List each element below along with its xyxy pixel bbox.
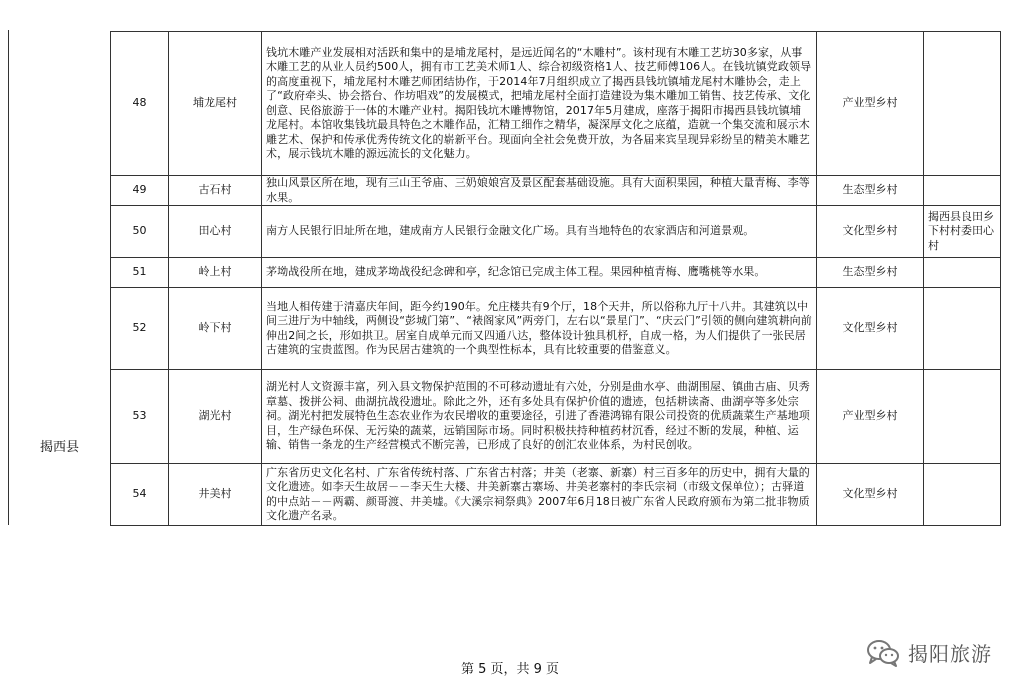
village-type: 文化型乡村	[817, 206, 924, 258]
row-number: 54	[111, 464, 169, 526]
row-number: 53	[111, 370, 169, 464]
village-type: 生态型乡村	[817, 258, 924, 288]
watermark	[866, 638, 992, 667]
row-number: 50	[111, 206, 169, 258]
village-owner: 揭西县良田乡下村村委田心村	[924, 206, 1001, 258]
row-number: 48	[111, 32, 169, 176]
wechat-logo-icon	[866, 639, 900, 667]
row-number: 51	[111, 258, 169, 288]
village-name: 井美村	[169, 464, 262, 526]
table-row	[111, 288, 1001, 370]
village-type: 产业型乡村	[817, 32, 924, 176]
village-owner	[924, 32, 1001, 176]
village-name: 岭下村	[169, 288, 262, 370]
village-type: 生态型乡村	[817, 176, 924, 206]
village-owner	[924, 464, 1001, 526]
village-owner	[924, 370, 1001, 464]
table-row	[111, 464, 1001, 526]
page-footer: 第 5 页，共 9 页	[460, 662, 560, 677]
village-description: 南方人民银行旧址所在地，建成南方人民银行金融文化广场。具有当地特色的农家酒店和河道景观。	[262, 206, 817, 258]
table-row	[111, 176, 1001, 206]
village-description: 当地人相传建于清嘉庆年间，距今约190年。允庄楼共有9个厅，18个天井，所以俗称九厅十八井。其建筑以中间三进厅为中轴线，两侧设“彭城门第”、“裱阁家风”两旁门，左右以“景星门”、“庆云门”引领的侧向建筑耕向前伸出2间之长，形如拱卫。居室自成单元而又四通八达，整体设计独具机杼，自成一格，为人们提供了一张民居古建筑的宝贵蓝图。作为民居古建筑的一个典型性标本，具有比较重要的借鉴意义。	[262, 288, 817, 370]
village-type: 产业型乡村	[817, 370, 924, 464]
village-owner	[924, 176, 1001, 206]
village-owner	[924, 288, 1001, 370]
village-name: 岭上村	[169, 258, 262, 288]
village-description: 广东省历史文化名村、广东省传统村落、广东省古村落；井美（老寨、新寨）村三百多年的历史中，拥有大量的文化遗迹。如李天生故居－－李天生大楼、井美新寨古寨场、井美老寨村的李氏宗祠（市级文保单位）；古驿道的中点站－－两霸、颜哥渡、井美墟。《大溪宗祠祭典》2007年6月18日被广东省人民政府颁布为第二批非物质文化遗产名录。	[262, 464, 817, 526]
village-description: 湖光村人文资源丰富，列入县文物保护范围的不可移动遗址有六处，分别是曲水亭、曲湖围屋、镇曲古庙、贝秀章墓、拨拼公祠、曲湖抗战役遗址。除此之外，还有多处具有保护价值的遗迹，包括耕读斋、曲湖亭等多处宗祠。湖光村把发展特色生态农业作为农民增收的重要途径，引进了香港鸿锦有限公司投资的优质蔬菜生产基地项目，生产绿色环保、无污染的蔬菜，远销国际市场。同时积极扶持种植药材沉香，经过不断的发展，种植、运输、销售一条龙的生产经营模式不断完善，已形成了良好的创汇农业体系，为村民创收。	[262, 370, 817, 464]
table-row	[111, 206, 1001, 258]
row-number: 52	[111, 288, 169, 370]
village-name: 古石村	[169, 176, 262, 206]
village-description: 钱坑木雕产业发展相对活跃和集中的是埔龙尾村，是远近闻名的“木雕村”。该村现有木雕工艺坊30多家，从事木雕工艺的从业人员约500人，拥有市工艺美术师1人、综合初级资格1人、技艺师傅106人。在钱坑镇党政领导的高度重视下，埔龙尾村木雕艺师团结协作，于2014年7月组织成立了揭西县钱坑镇埔龙尾村木雕协会，走上了“政府牵头、协会搭台、作坊唱戏”的发展模式，把埔龙尾村全面打造建设为集木雕加工销售、技艺传承、文化创意、民俗旅游于一体的木雕产业村。揭阳钱坑木雕博物馆，2017年5月建成，座落于揭阳市揭西县钱坑镇埔龙尾村。本馆收集钱坑最具特色之木雕作品，汇精工细作之精华，凝深厚文化之底蕴，造就一个集交流和展示木雕艺术、保护和传承优秀传统文化的崭新平台。现面向全社会免费开放，为各届来宾呈现异彩纷呈的精美木雕艺术，展示钱坑木雕的源远流长的文化魅力。	[262, 32, 817, 176]
village-owner	[924, 258, 1001, 288]
watermark-text: 揭阳旅游	[908, 642, 992, 666]
village-name: 埔龙尾村	[169, 32, 262, 176]
village-description: 独山风景区所在地，现有三山王爷庙、三奶娘娘宫及景区配套基础设施。具有大面积果园，种植大量青梅、李等水果。	[262, 176, 817, 206]
village-name: 田心村	[169, 206, 262, 258]
village-name: 湖光村	[169, 370, 262, 464]
village-type: 文化型乡村	[817, 288, 924, 370]
table-row	[111, 32, 1001, 176]
village-description: 茅坳战役所在地，建成茅坳战役纪念碑和亭，纪念馆已完成主体工程。果园种植青梅、鹰嘴桃等水果。	[262, 258, 817, 288]
table-row	[111, 258, 1001, 288]
village-table	[110, 31, 1001, 526]
county-name: 揭西县	[40, 440, 80, 455]
table-row	[111, 370, 1001, 464]
row-number: 49	[111, 176, 169, 206]
village-type: 文化型乡村	[817, 464, 924, 526]
